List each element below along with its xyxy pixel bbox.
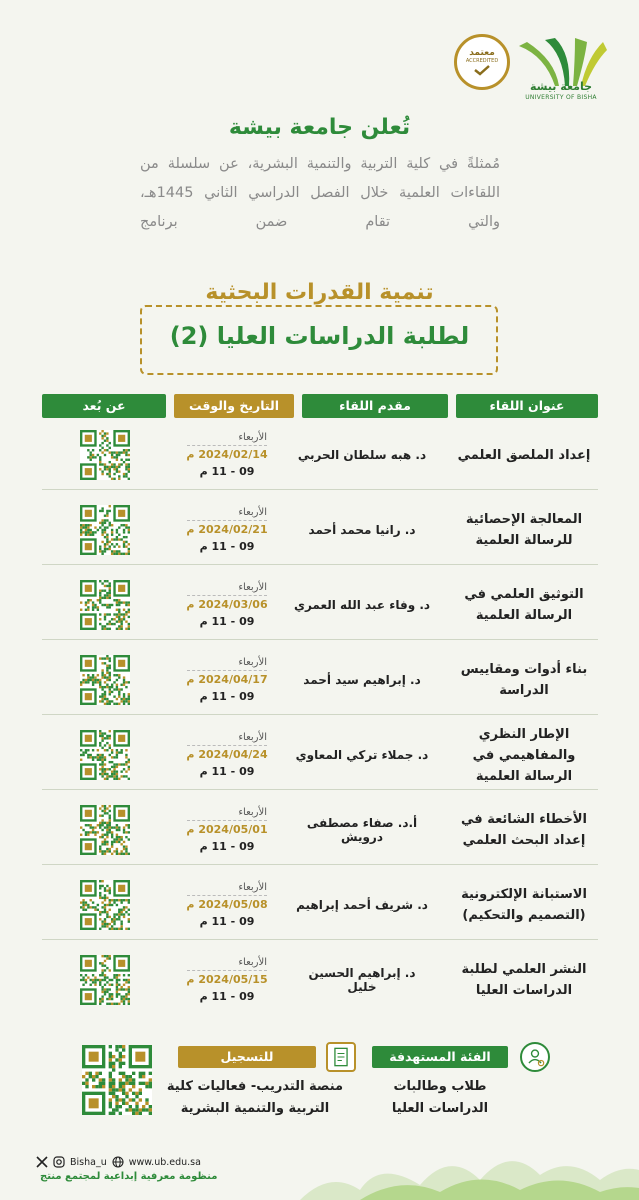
session-day: الأربعاء xyxy=(187,731,267,746)
session-datetime xyxy=(167,945,287,1015)
session-date: 2024/03/06 م xyxy=(186,597,268,611)
program-title: لطلبة الدراسات العليا (2) xyxy=(169,322,470,350)
session-time: 09 - 11 م xyxy=(199,914,255,928)
university-name-ar: جامعة بيشة xyxy=(529,80,593,93)
qr-code-icon[interactable] xyxy=(80,655,130,705)
program-subtitle: تنمية القدرات البحثية xyxy=(205,280,434,305)
qr-code-icon[interactable] xyxy=(80,580,130,630)
session-datetime xyxy=(167,645,287,715)
intro-body: مُمثلةً في كلية التربية والتنمية البشرية، عن سلسلة من اللقاءات العلمية خلال الفصل الدراسي الثاني 1445هـ، والتي تقام ضمن برنامج xyxy=(140,156,500,230)
session-presenter: د. رانيا محمد أحمد xyxy=(308,523,416,537)
session-title: الاستبانة الإلكترونية (التصميم والتحكيم) xyxy=(461,887,587,923)
header-datetime: التاريخ والوقت xyxy=(174,394,294,418)
row-divider xyxy=(42,489,598,490)
table-row xyxy=(42,945,598,1015)
session-title: إعداد الملصق العلمي xyxy=(457,447,591,463)
row-divider xyxy=(42,639,598,640)
session-date: 2024/05/08 م xyxy=(186,897,268,911)
session-title: المعالجة الإحصائية للرسالة العلمية xyxy=(465,512,583,548)
session-presenter: د. شريف أحمد إبراهيم xyxy=(296,898,428,912)
registration-text: منصة التدريب- فعاليات كلية التربية والتنمية البشرية xyxy=(166,1079,344,1116)
social-handle[interactable]: Bisha_u xyxy=(70,1156,107,1168)
accreditation-seal xyxy=(454,34,510,90)
header xyxy=(0,20,639,110)
table-row xyxy=(42,795,598,865)
session-day: الأربعاء xyxy=(187,806,267,821)
qr-code-icon[interactable] xyxy=(80,430,130,480)
session-date: 2024/05/15 م xyxy=(186,972,268,986)
session-date: 2024/02/21 م xyxy=(186,522,268,536)
qr-code-icon[interactable] xyxy=(80,880,130,930)
session-date: 2024/05/01 م xyxy=(186,822,268,836)
session-datetime xyxy=(167,570,287,640)
university-name-en: UNIVERSITY OF BISHA xyxy=(525,94,597,101)
session-day: الأربعاء xyxy=(187,656,267,671)
session-day: الأربعاء xyxy=(187,956,267,971)
session-time: 09 - 11 م xyxy=(199,839,255,853)
qr-code-icon[interactable] xyxy=(80,955,130,1005)
session-title: التوثيق العلمي في الرسالة العلمية xyxy=(464,587,584,623)
session-datetime xyxy=(167,870,287,940)
users-icon xyxy=(520,1042,550,1072)
session-date: 2024/04/17 م xyxy=(186,672,268,686)
session-day: الأربعاء xyxy=(187,881,267,896)
session-title: الأخطاء الشائعة في إعداد البحث العلمي xyxy=(461,812,587,848)
session-presenter: أ.د. صفاء مصطفى درويش xyxy=(306,816,418,844)
registration-form-icon xyxy=(326,1042,356,1072)
session-presenter: د. جملاء تركي المعاوي xyxy=(295,748,429,762)
session-presenter: د. هبه سلطان الحربي xyxy=(297,448,427,462)
session-title: بناء أدوات ومقاييس الدراسة xyxy=(460,662,588,698)
session-time: 09 - 11 م xyxy=(199,464,255,478)
qr-code-icon[interactable] xyxy=(80,730,130,780)
header-title: عنوان اللقاء xyxy=(456,394,598,418)
session-day: الأربعاء xyxy=(187,506,267,521)
qr-code-icon[interactable] xyxy=(80,805,130,855)
row-divider xyxy=(42,714,598,715)
session-day: الأربعاء xyxy=(187,581,267,596)
table-row xyxy=(42,645,598,715)
row-divider xyxy=(42,564,598,565)
session-datetime xyxy=(167,795,287,865)
session-datetime xyxy=(167,720,287,790)
table-row xyxy=(42,870,598,940)
website-link[interactable]: www.ub.edu.sa xyxy=(128,1156,201,1168)
session-title: النشر العلمي لطلبة الدراسات العليا xyxy=(461,962,587,998)
session-datetime xyxy=(167,420,287,490)
header-presenter: مقدم اللقاء xyxy=(302,394,448,418)
seal-text-en: ACCREDITED xyxy=(465,58,499,64)
session-presenter: د. وفاء عبد الله العمري xyxy=(293,598,431,612)
row-divider xyxy=(42,939,598,940)
session-time: 09 - 11 م xyxy=(199,989,255,1003)
qr-code-icon[interactable] xyxy=(80,505,130,555)
session-time: 09 - 11 م xyxy=(199,764,255,778)
session-date: 2024/02/14 م xyxy=(186,447,268,461)
table-row xyxy=(42,570,598,640)
registration-label: للتسجيل xyxy=(178,1046,316,1068)
intro-title: تُعلن جامعة بيشة xyxy=(228,115,411,140)
session-presenter: د. إبراهيم الحسين خليل xyxy=(308,966,416,994)
session-title: الإطار النظري والمفاهيمي في الرسالة العلمية xyxy=(472,726,576,784)
session-datetime xyxy=(167,495,287,565)
session-day: الأربعاء xyxy=(187,431,267,446)
session-time: 09 - 11 م xyxy=(199,539,255,553)
table-row xyxy=(42,720,598,790)
decorative-grass-icon xyxy=(0,1130,639,1200)
header-remote: عن بُعد xyxy=(42,394,166,418)
table-header xyxy=(42,394,598,418)
table-row xyxy=(42,495,598,565)
session-presenter: د. إبراهيم سيد أحمد xyxy=(303,673,421,687)
seal-text-ar: معتمد xyxy=(469,48,495,58)
tagline: منظومة معرفية إبداعية لمجتمع منتج xyxy=(40,1171,218,1182)
table-row xyxy=(42,420,598,490)
registration-qr-code-icon[interactable] xyxy=(82,1045,152,1115)
row-divider xyxy=(42,789,598,790)
target-audience-label: الفئة المستهدفة xyxy=(372,1046,508,1068)
session-time: 09 - 11 م xyxy=(199,614,255,628)
row-divider xyxy=(42,864,598,865)
session-time: 09 - 11 م xyxy=(199,689,255,703)
checkmark-icon xyxy=(473,64,491,76)
session-date: 2024/04/24 م xyxy=(186,747,268,761)
target-audience-text: طلاب وطالبات الدراسات العليا xyxy=(391,1079,489,1116)
